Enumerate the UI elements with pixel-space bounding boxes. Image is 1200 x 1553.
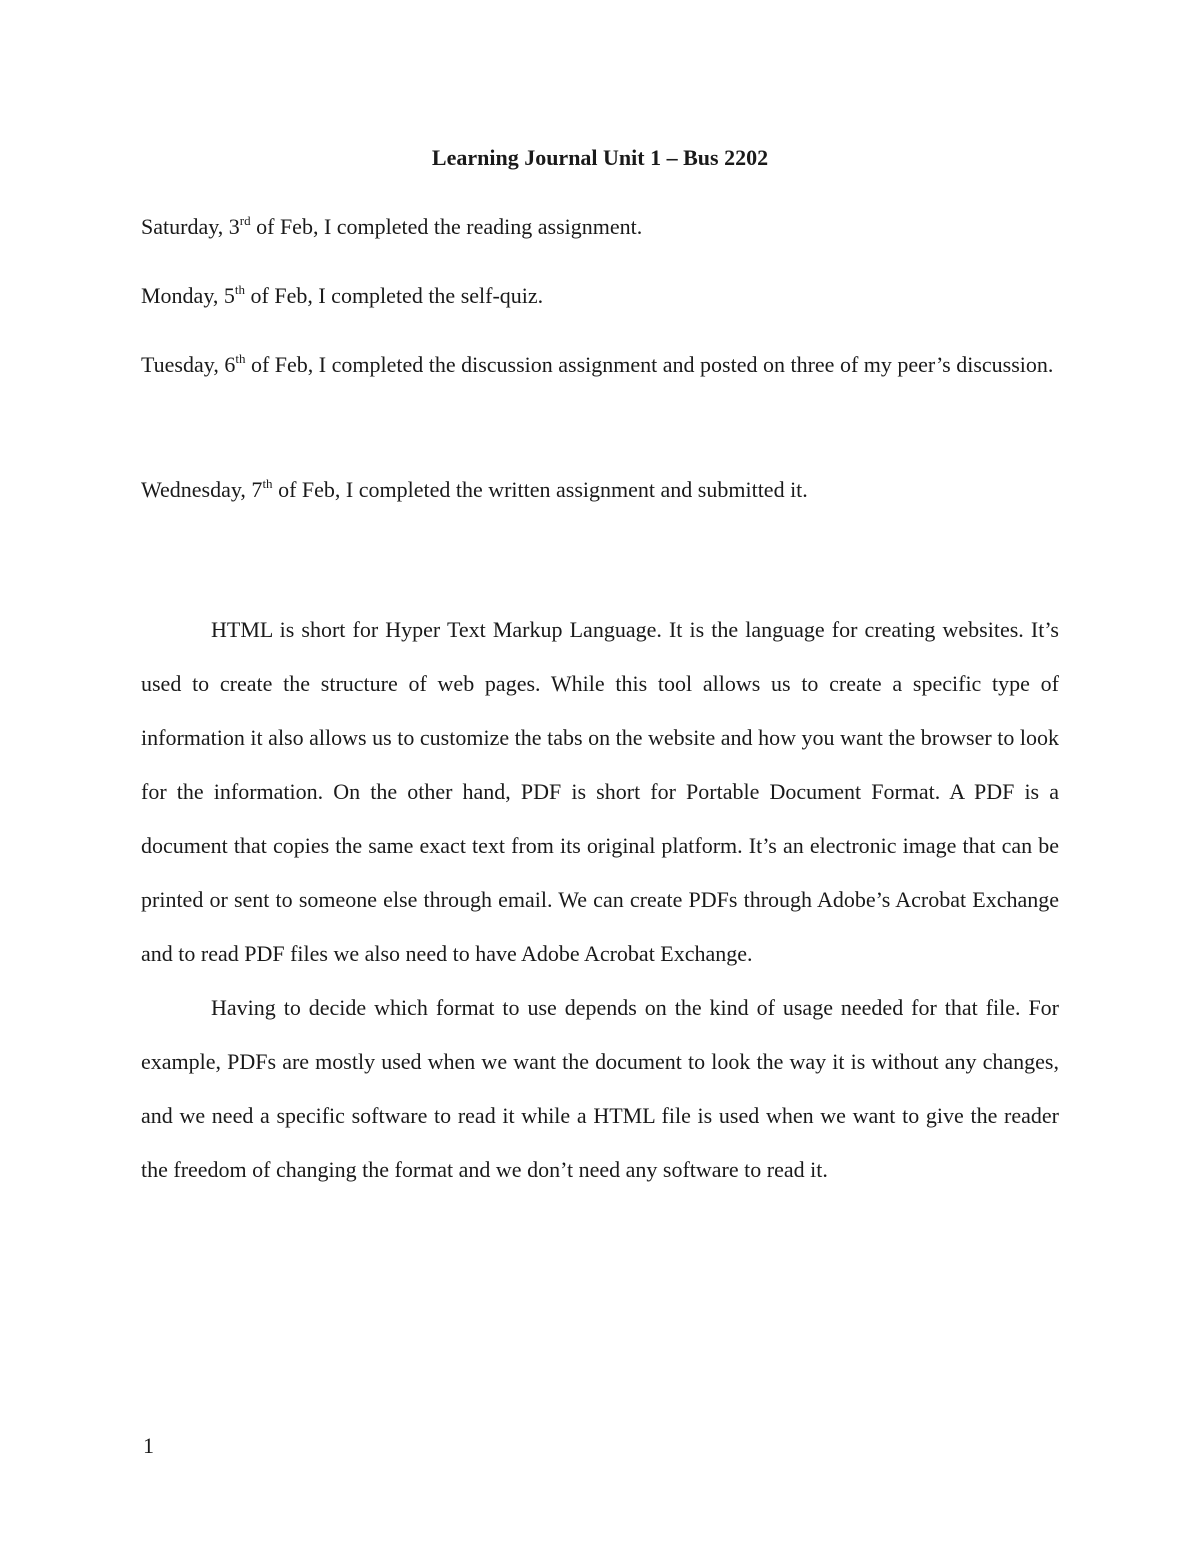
page-number: 1: [143, 1433, 154, 1458]
essay-paragraph-html-pdf: HTML is short for Hyper Text Markup Language. It is the language for creating websites. It’s used to create the structure of web pages. While this tool allows us to create a specific type of information it also allows us to customize the tabs on the website and how you want the browser to look for the information. On the other hand, PDF is short for Portable Document Format. A PDF is a document that copies the same exact text from its original platform. It’s an electronic image that can be printed or sent to someone else through email. We can create PDFs through Adobe’s Acrobat Exchange and to read PDF files we also need to have Adobe Acrobat Exchange.: [141, 617, 1059, 966]
journal-entry-monday: [141, 280, 1061, 312]
ordinal-suffix: th: [235, 351, 246, 366]
entry-text-end: of Feb, I completed the reading assignment.: [250, 214, 643, 239]
entry-text-end: of Feb, I completed the discussion assignment and posted on three of my peer’s discussion.: [245, 352, 1054, 377]
essay-paragraph-format-choice: Having to decide which format to use depends on the kind of usage needed for that file. For example, PDFs are mostly used when we want the document to look the way it is without any changes, and we need a specific software to read it while a HTML file is used when we want to give the reader the freedom of changing the format and we don’t need any software to read it.: [141, 995, 1059, 1182]
entry-text-end: of Feb, I completed the self-quiz.: [245, 283, 544, 308]
journal-entry-wednesday: [141, 474, 1061, 506]
entry-text-start: Saturday, 3: [141, 214, 240, 239]
entry-text-start: Wednesday, 7: [141, 477, 263, 502]
entry-text-start: Tuesday, 6: [141, 352, 236, 377]
journal-entry-tuesday: [141, 338, 1061, 392]
ordinal-suffix: th: [234, 282, 246, 297]
entry-text-end: of Feb, I completed the written assignment and submitted it.: [272, 477, 808, 502]
ordinal-suffix: rd: [239, 213, 251, 228]
document-title: Learning Journal Unit 1 – Bus 2202: [431, 145, 769, 170]
ordinal-suffix: th: [262, 476, 273, 491]
essay-body: [141, 603, 1059, 1197]
entry-text-start: Monday, 5: [141, 283, 235, 308]
journal-entry-saturday: [141, 211, 1061, 243]
